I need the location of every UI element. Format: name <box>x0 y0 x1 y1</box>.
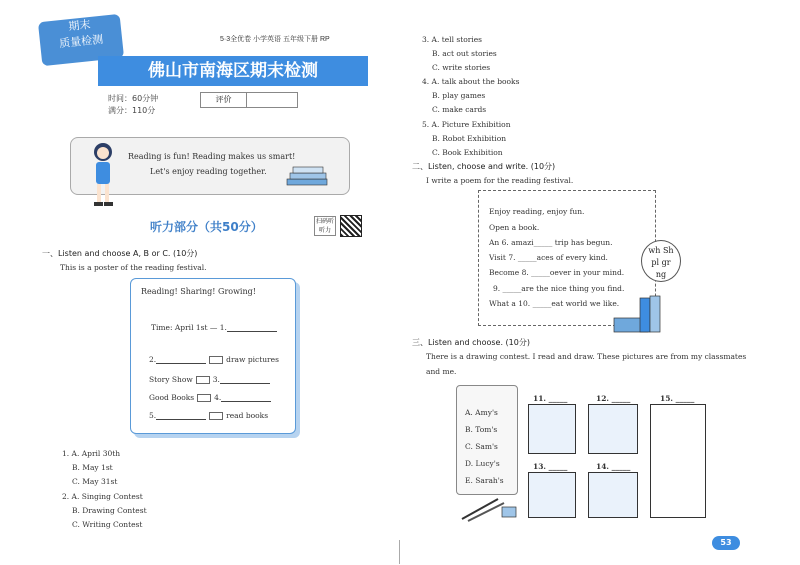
poem-line[interactable]: Visit 7. _____aces of every kind. <box>489 253 608 262</box>
festival-poster <box>130 278 296 434</box>
question-3 <box>422 33 497 75</box>
answer-blank[interactable] <box>220 375 270 384</box>
option[interactable]: C. make cards <box>432 105 487 114</box>
poster-row <box>149 393 271 402</box>
badge-line2: 质量检测 <box>58 32 104 51</box>
drawing-picture-12 <box>588 404 638 454</box>
score-label: 评价 <box>201 93 247 107</box>
poster-row-label: Story Show <box>149 375 193 384</box>
section1-heading: 一、Listen and choose A, B or C. (10分) <box>42 249 198 258</box>
poster-row-label: 5. <box>149 411 157 420</box>
score-box <box>200 92 298 108</box>
question-1 <box>62 447 120 489</box>
page-number: 53 <box>712 536 740 550</box>
books-icon <box>285 165 331 187</box>
poster-row-right: read books <box>226 411 269 420</box>
drawing-picture-13 <box>528 472 576 518</box>
drawing-picture-14 <box>588 472 638 518</box>
poster-row <box>149 411 268 420</box>
page-divider <box>399 540 400 564</box>
pic-label[interactable]: 13. _____ <box>533 462 568 471</box>
option[interactable]: A. tell stories <box>431 35 483 44</box>
option[interactable]: C. write stories <box>432 63 491 72</box>
option[interactable]: A. Picture Exhibition <box>431 120 511 129</box>
poster-row <box>149 355 279 364</box>
qr-label: 扫码听听力 <box>315 218 334 234</box>
question-5 <box>422 118 511 160</box>
section2-intro: I write a poem for the reading festival. <box>426 176 574 185</box>
section1-intro: This is a poster of the reading festival. <box>60 263 207 272</box>
option[interactable]: C. Writing Contest <box>72 520 143 529</box>
pic-label[interactable]: 11. _____ <box>533 394 568 403</box>
name-option: A. Amy's <box>465 408 498 417</box>
poem-line[interactable]: An 6. amazi_____ trip has begun. <box>489 238 613 247</box>
arrow-icon <box>196 376 210 384</box>
name-option: B. Tom's <box>465 425 498 434</box>
question-number: 3. <box>422 35 430 44</box>
bubble-line: pl gr <box>651 258 671 267</box>
time-label: 时间：60分钟 <box>108 94 159 103</box>
listening-heading: 听力部分（共50分） <box>150 220 263 234</box>
poem-line: Enjoy reading, enjoy fun. <box>489 207 585 216</box>
poem-line[interactable]: What a 10. _____eat world we like. <box>489 299 620 308</box>
arrow-icon <box>209 356 223 364</box>
bubble-line: ng <box>655 270 667 279</box>
poster-row-label: 2. <box>149 355 157 364</box>
section3-intro-line1: There is a drawing contest. I read and draw. These pictures are from my classmates <box>426 352 747 361</box>
poem-line[interactable]: Become 8. _____oever in your mind. <box>489 268 625 277</box>
poster-row-right: 3. <box>212 375 220 384</box>
badge-line1: 期末 <box>67 17 92 34</box>
option[interactable]: C. Book Exhibition <box>432 148 503 157</box>
poster-row <box>149 375 270 384</box>
question-4 <box>422 75 519 117</box>
question-number: 5. <box>422 120 430 129</box>
pic-label[interactable]: 15. _____ <box>660 394 695 403</box>
drawing-picture-11 <box>528 404 576 454</box>
option[interactable]: B. play games <box>432 91 486 100</box>
total-score-label: 满分：110分 <box>108 106 156 115</box>
arrow-icon <box>197 394 211 402</box>
page-title: 佛山市南海区期末检测 <box>98 56 368 86</box>
word-bubble <box>641 240 681 282</box>
arrow-icon <box>209 412 223 420</box>
name-option: D. Lucy's <box>465 459 500 468</box>
section3-heading: 三、Listen and choose. (10分) <box>412 338 530 347</box>
answer-blank[interactable] <box>156 411 206 420</box>
section2-heading: 二、Listen, choose and write. (10分) <box>412 162 556 171</box>
answer-blank[interactable] <box>156 355 206 364</box>
qr-code[interactable] <box>340 215 362 237</box>
poster-row-right: 4. <box>214 393 222 402</box>
option[interactable]: C. May 31st <box>72 477 118 486</box>
name-option: C. Sam's <box>465 442 498 451</box>
answer-blank[interactable] <box>227 323 277 332</box>
bubble-line: wh Sh <box>648 246 674 255</box>
poster-title: Reading! Sharing! Growing! <box>141 287 256 296</box>
poster-row-label: Good Books <box>149 393 195 402</box>
poem-line: Open a book. <box>489 223 540 232</box>
poster-row <box>151 323 277 332</box>
pic-label[interactable]: 12. _____ <box>596 394 631 403</box>
poster-row-right: draw pictures <box>226 355 279 364</box>
series-label: 5·3全优卷 小学英语 五年级下册 RP <box>220 36 330 43</box>
option[interactable]: B. Robot Exhibition <box>432 134 507 143</box>
names-card <box>456 385 518 495</box>
section3-intro-line2: and me. <box>426 367 457 376</box>
option[interactable]: A. Singing Contest <box>71 492 143 501</box>
question-number: 1. <box>62 449 70 458</box>
name-option: E. Sarah's <box>465 476 504 485</box>
intro-line1: Reading is fun! Reading makes us smart! <box>128 152 296 161</box>
option[interactable]: B. Drawing Contest <box>72 506 147 515</box>
question-number: 4. <box>422 77 430 86</box>
books-stack-icon <box>612 292 666 336</box>
girl-illustration <box>86 140 120 210</box>
drawing-picture-15 <box>650 404 706 518</box>
poster-row-label: Time: April 1st — 1. <box>151 323 227 332</box>
answer-blank[interactable] <box>221 393 271 402</box>
pic-label[interactable]: 14. _____ <box>596 462 631 471</box>
brush-icon <box>458 495 518 523</box>
intro-line2: Let's enjoy reading together. <box>150 167 267 176</box>
poem-line[interactable]: 9. _____are the nice thing you find. <box>493 284 625 293</box>
option[interactable]: B. May 1st <box>72 463 113 472</box>
question-number: 2. <box>62 492 70 501</box>
question-2 <box>62 490 147 532</box>
option[interactable]: B. act out stories <box>432 49 497 58</box>
option[interactable]: A. talk about the books <box>431 77 520 86</box>
option[interactable]: A. April 30th <box>71 449 121 458</box>
